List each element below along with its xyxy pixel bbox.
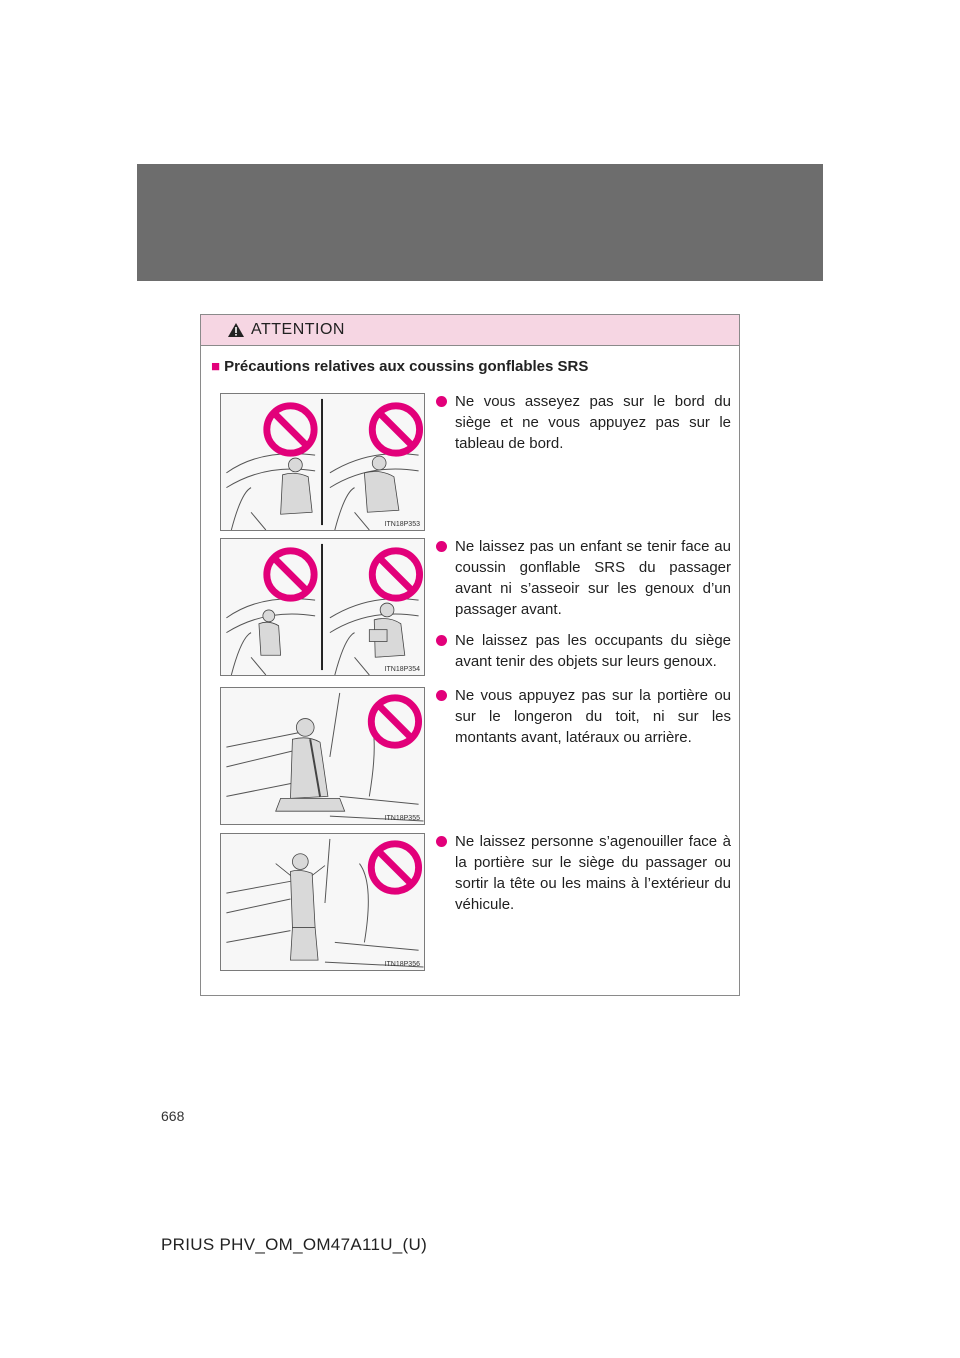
interior-illustration xyxy=(221,539,424,675)
document-code: PRIUS PHV_OM_OM47A11U_(U) xyxy=(161,1235,428,1254)
attention-box xyxy=(200,314,740,996)
bullet-item xyxy=(435,536,731,620)
page-number: 668 xyxy=(161,1108,185,1124)
bullet-text: Ne laissez pas les occupants du siège avant tenir des objets sur leurs genoux. xyxy=(455,632,731,670)
bullet-item xyxy=(435,630,731,672)
bullet-text: Ne laissez pas un enfant se tenir face au coussin gonflable SRS du passager avant ni s’asseoir sur les genoux d’un passager avant. xyxy=(455,538,731,618)
attention-heading: ATTENTION xyxy=(251,321,345,338)
bullet-dot-icon xyxy=(436,836,447,847)
attention-header xyxy=(201,315,739,346)
figure-code: ITN18P354 xyxy=(384,666,420,673)
bullet-item xyxy=(435,685,731,748)
figure-code: ITN18P353 xyxy=(384,521,420,528)
illustration-figure-4 xyxy=(220,833,425,971)
bullet-group-1 xyxy=(435,391,731,464)
illustration-figure-1 xyxy=(220,393,425,531)
figure-code: ITN18P355 xyxy=(384,815,420,822)
section-title xyxy=(211,358,588,375)
bullet-dot-icon xyxy=(436,396,447,407)
bullet-item xyxy=(435,391,731,454)
figure-code: ITN18P356 xyxy=(384,961,420,968)
interior-illustration xyxy=(221,688,424,824)
bullet-dot-icon xyxy=(436,635,447,646)
illustration-figure-3 xyxy=(220,687,425,825)
square-bullet-icon: ■ xyxy=(211,358,221,375)
illustration-figure-2 xyxy=(220,538,425,676)
bullet-group-3 xyxy=(435,685,731,758)
interior-illustration xyxy=(221,834,424,970)
section-title-text: Précautions relatives aux coussins gonflables SRS xyxy=(224,358,589,375)
warning-triangle-icon xyxy=(227,322,245,338)
bullet-dot-icon xyxy=(436,541,447,552)
interior-illustration xyxy=(221,394,424,530)
bullet-group-2 xyxy=(435,536,731,682)
bullet-group-4 xyxy=(435,831,731,925)
bullet-item xyxy=(435,831,731,915)
bullet-text: Ne vous appuyez pas sur la portière ou sur le longeron du toit, ni sur les montants avant, latéraux ou arrière. xyxy=(455,687,731,746)
bullet-dot-icon xyxy=(436,690,447,701)
bullet-text: Ne vous asseyez pas sur le bord du siège et ne vous appuyez pas sur le tableau de bord. xyxy=(455,393,731,452)
bullet-text: Ne laissez personne s’agenouiller face à la portière sur le siège du passager ou sortir la tête ou les mains à l’extérieur du véhicule. xyxy=(455,833,731,913)
header-band xyxy=(137,164,823,281)
